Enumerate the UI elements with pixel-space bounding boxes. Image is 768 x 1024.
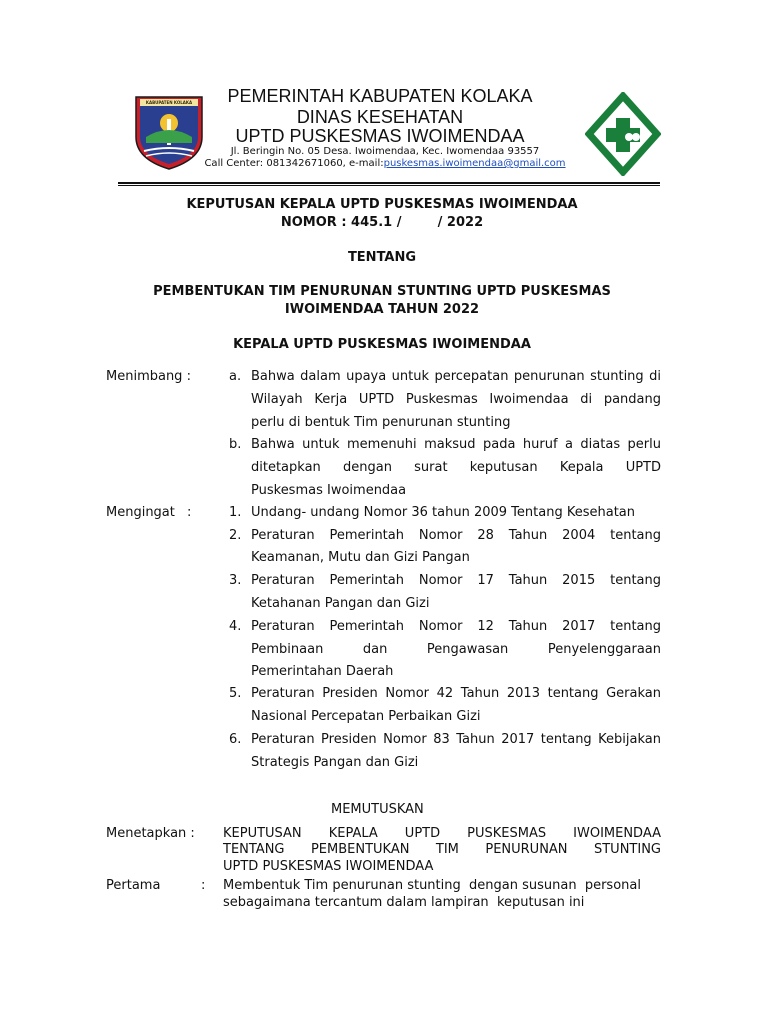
menimbang-b-line1: Bahwa untuk memenuhi maksud pada huruf a diatas perlu <box>251 437 661 452</box>
mengingat-3-line1: Peraturan Pemerintah Nomor 17 Tahun 2015 tentang <box>251 573 661 588</box>
mengingat-marker-4: 4. <box>229 619 242 634</box>
mengingat-5-line2: Nasional Percepatan Perbaikan Gizi <box>251 709 481 724</box>
menimbang-a-line3: perlu di bentuk Tim penurunan stunting <box>251 415 511 430</box>
pertama-label: Pertama <box>106 878 161 893</box>
logo-banner-text: KABUPATEN KOLAKA <box>145 100 193 105</box>
email-link[interactable]: puskesmas.iwoimendaa@gmail.com <box>383 158 566 169</box>
mengingat-5-line1: Peraturan Presiden Nomor 42 Tahun 2013 tentang Gerakan <box>251 686 661 701</box>
mengingat-colon: : <box>187 505 192 520</box>
menimbang-marker-a: a. <box>229 369 242 384</box>
menetapkan-line3: UPTD PUSKESMAS IWOIMENDAA <box>223 859 434 874</box>
menimbang-label: Menimbang : <box>106 369 191 384</box>
letterhead-department: DINAS KESEHATAN <box>296 107 464 127</box>
memutuskan-heading: MEMUTUSKAN <box>331 802 424 817</box>
mengingat-4-line3: Pemerintahan Daerah <box>251 664 394 679</box>
decree-subject-line1: PEMBENTUKAN TIM PENURUNAN STUNTING UPTD PUSKESMAS <box>153 284 611 299</box>
pertama-line2: sebagaimana tercantum dalam lampiran keputusan ini <box>223 895 585 910</box>
mengingat-marker-3: 3. <box>229 573 242 588</box>
menimbang-b-line2: ditetapkan dengan surat keputusan Kepala UPTD <box>251 460 661 475</box>
puskesmas-logo <box>585 92 661 176</box>
mengingat-6-line2: Strategis Pangan dan Gizi <box>251 755 419 770</box>
mengingat-marker-6: 6. <box>229 732 242 747</box>
menimbang-a-line2: Wilayah Kerja UPTD Puskesmas Iwoimendaa di pandang <box>251 392 661 407</box>
mengingat-2-line1: Peraturan Pemerintah Nomor 28 Tahun 2004 tentang <box>251 528 661 543</box>
letterhead-divider-thick <box>118 182 660 184</box>
letterhead-address: Jl. Beringin No. 05 Desa. Iwoimendaa, Kec. Iwomendaa 93557 <box>230 146 540 157</box>
menimbang-marker-b: b. <box>229 437 242 452</box>
decree-number: NOMOR : 445.1 / / 2022 <box>280 215 484 230</box>
decree-issuer: KEPALA UPTD PUSKESMAS IWOIMENDAA <box>233 337 531 352</box>
decree-subject-line2: IWOIMENDAA TAHUN 2022 <box>284 302 480 317</box>
letterhead-institution: UPTD PUSKESMAS IWOIMENDAA <box>235 126 525 146</box>
mengingat-marker-1: 1. <box>229 505 242 520</box>
mengingat-1-line1: Undang- undang Nomor 36 tahun 2009 Tentang Kesehatan <box>251 505 635 520</box>
letterhead-government: PEMERINTAH KABUPATEN KOLAKA <box>227 86 533 106</box>
mengingat-6-line1: Peraturan Presiden Nomor 83 Tahun 2017 tentang Kebijakan <box>251 732 661 747</box>
pertama-line1: Membentuk Tim penurunan stunting dengan susunan personal <box>223 878 641 893</box>
call-center-text: Call Center: 081342671060, e-mail: <box>204 158 384 169</box>
mengingat-4-line1: Peraturan Pemerintah Nomor 12 Tahun 2017 tentang <box>251 619 661 634</box>
menimbang-a-line1: Bahwa dalam upaya untuk percepatan penurunan stunting di <box>251 369 661 384</box>
pertama-colon: : <box>201 878 206 893</box>
mengingat-label: Mengingat <box>106 505 175 520</box>
mengingat-marker-5: 5. <box>229 686 242 701</box>
mengingat-2-line2: Keamanan, Mutu dan Gizi Pangan <box>251 550 470 565</box>
menetapkan-line2: TENTANG PEMBENTUKAN TIM PENURUNAN STUNTING <box>223 842 661 857</box>
letterhead-contact <box>190 158 580 170</box>
menetapkan-label: Menetapkan : <box>106 826 195 841</box>
decree-about: TENTANG <box>347 250 417 265</box>
mengingat-marker-2: 2. <box>229 528 242 543</box>
mengingat-3-line2: Ketahanan Pangan dan Gizi <box>251 596 430 611</box>
letterhead-divider-thin <box>118 185 660 186</box>
menimbang-b-line3: Puskesmas Iwoimendaa <box>251 483 407 498</box>
mengingat-4-line2: Pembinaan dan Pengawasan Penyelenggaraan <box>251 642 661 657</box>
menetapkan-line1: KEPUTUSAN KEPALA UPTD PUSKESMAS IWOIMENDAA <box>223 826 661 841</box>
decree-title: KEPUTUSAN KEPALA UPTD PUSKESMAS IWOIMENDAA <box>186 197 578 212</box>
